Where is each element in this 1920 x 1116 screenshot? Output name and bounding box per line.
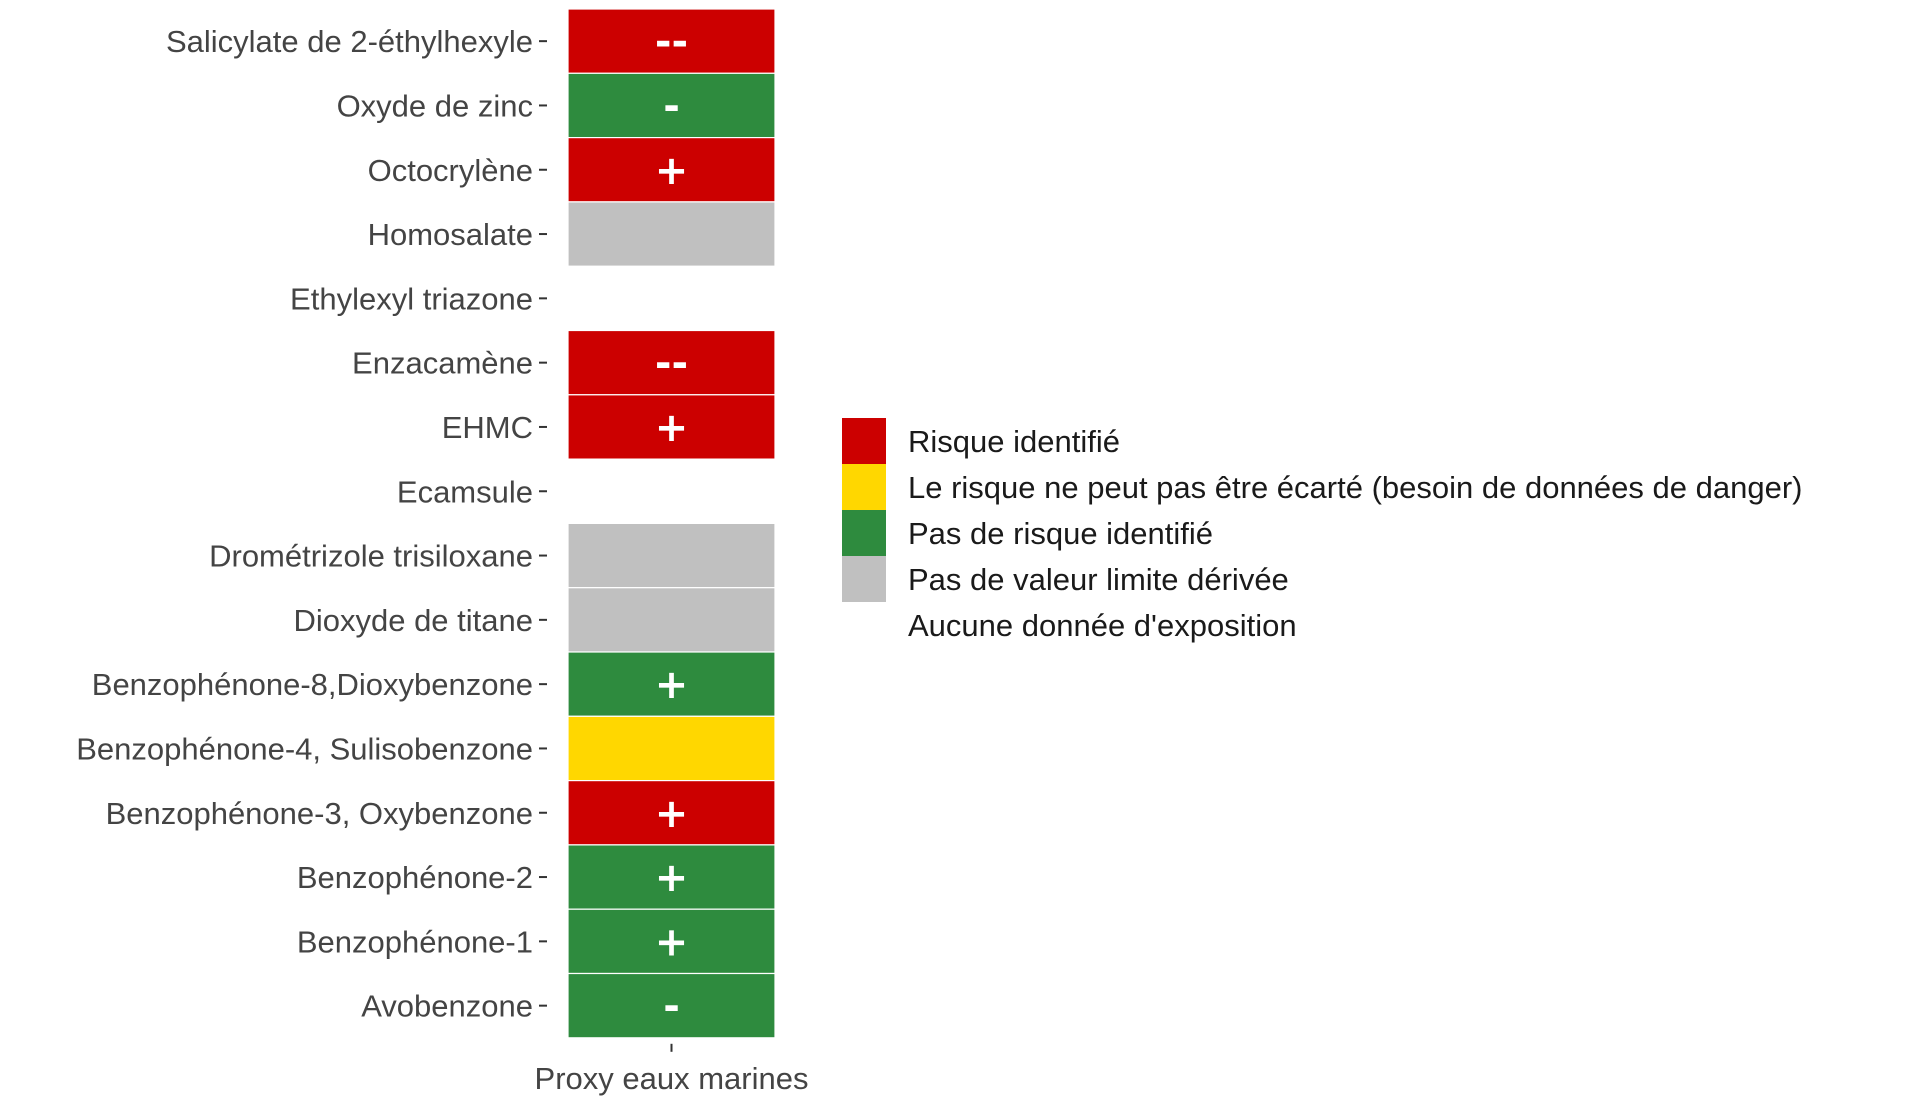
y-axis-tick-label: Oxyde de zinc — [336, 88, 533, 124]
heatmap-tile-symbol: - — [663, 983, 680, 1030]
y-axis-tick-label: Salicylate de 2-éthylhexyle — [165, 24, 533, 60]
legend-swatch — [842, 556, 886, 602]
legend-swatch — [842, 464, 886, 510]
y-axis-tick-label: Octocrylène — [367, 152, 533, 188]
legend-label: Risque identifié — [908, 424, 1120, 459]
legend-label: Le risque ne peut pas être écarté (besoin de données de danger) — [908, 470, 1803, 505]
heatmap-tile — [568, 459, 775, 523]
heatmap-tile — [568, 202, 775, 266]
y-axis-tick-label: Homosalate — [367, 217, 533, 253]
heatmap-tile — [568, 266, 775, 330]
heatmap-tile-symbol: + — [654, 855, 689, 902]
heatmap-tile-symbol: - — [663, 83, 680, 130]
y-axis-tick-label: Benzophénone-8,Dioxybenzone — [91, 667, 533, 703]
y-axis-tick-label: Benzophénone-4, Sulisobenzone — [76, 731, 533, 767]
heatmap-tile-symbol: + — [654, 790, 689, 837]
y-axis-tick-label: EHMC — [441, 409, 533, 445]
heatmap-tile-symbol: -- — [654, 19, 689, 66]
legend-swatch — [842, 602, 886, 648]
y-axis-tick-label: Benzophénone-2 — [296, 860, 533, 896]
y-axis-tick-label: Enzacamène — [352, 345, 533, 381]
legend-label: Pas de risque identifié — [908, 516, 1214, 551]
heatmap-tile-symbol: + — [654, 404, 689, 451]
y-axis-tick-label: Dioxyde de titane — [293, 602, 533, 638]
heatmap-tile — [568, 588, 775, 652]
heatmap-tile — [568, 716, 775, 780]
y-axis-tick-label: Ethylexyl triazone — [290, 281, 533, 317]
x-axis-tick-label: Proxy eaux marines — [534, 1060, 809, 1096]
y-axis-tick-label: Benzophénone-1 — [296, 924, 533, 960]
y-axis-tick-label: Ecamsule — [396, 474, 533, 510]
y-axis-tick-label: Drométrizole trisiloxane — [209, 538, 533, 574]
legend-label: Pas de valeur limite dérivée — [908, 562, 1289, 597]
y-axis-tick-label: Benzophénone-3, Oxybenzone — [105, 795, 533, 831]
heatmap-tile-symbol: -- — [654, 340, 689, 387]
y-axis-tick-label: Avobenzone — [361, 988, 533, 1024]
legend-label: Aucune donnée d'exposition — [908, 608, 1297, 643]
legend-swatch — [842, 510, 886, 556]
heatmap-tile-symbol: + — [654, 919, 689, 966]
heatmap-tile-symbol: + — [654, 662, 689, 709]
heatmap-tile — [568, 523, 775, 587]
legend-swatch — [842, 418, 886, 464]
heatmap-tile-symbol: + — [654, 147, 689, 194]
